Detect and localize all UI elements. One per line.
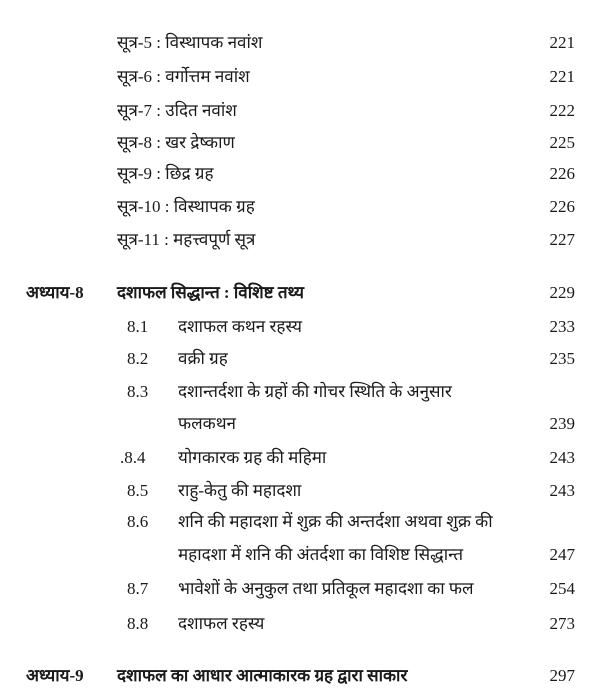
- section-number: 8.1: [127, 317, 149, 336]
- toc-entry: [0, 379, 600, 405]
- entry-title: दशाफल रहस्य: [178, 614, 265, 633]
- entry-title: शनि की महादशा में शुक्र की अन्तर्दशा अथवा शुक्र की: [178, 512, 493, 531]
- section-number: 8.7: [127, 579, 149, 598]
- toc-entry: [0, 314, 600, 340]
- toc-entry: [0, 346, 600, 372]
- toc-entry: [0, 161, 600, 187]
- page-number: 233: [549, 317, 575, 336]
- entry-title: राहु-केतु की महादशा: [178, 481, 302, 500]
- page-number: 222: [549, 101, 575, 120]
- page-number: 226: [549, 197, 575, 216]
- page-number: 273: [549, 614, 575, 633]
- chapter-heading: [0, 280, 600, 306]
- entry-title: दशाफल कथन रहस्य: [178, 317, 302, 336]
- toc-entry: [0, 130, 600, 156]
- entry-title: वक्री ग्रह: [178, 349, 228, 368]
- entry-title-continued: फलकथन: [178, 414, 236, 433]
- chapter-title: दशाफल सिद्धान्त : विशिष्ट तथ्य: [117, 283, 304, 302]
- toc-entry: [0, 576, 600, 602]
- page-number: 243: [549, 448, 575, 467]
- entry-title: भावेशों के अनुकुल तथा प्रतिकूल महादशा का फल: [178, 579, 474, 598]
- chapter-title: दशाफल का आधार आत्माकारक ग्रह द्वारा साकार: [117, 666, 408, 685]
- toc-entry-continued: [0, 411, 600, 437]
- entry-title: सूत्र-6 : वर्गोत्तम नवांश: [117, 67, 250, 86]
- page-number: 247: [549, 545, 575, 564]
- page-number: 227: [549, 230, 575, 249]
- page-number: 243: [549, 481, 575, 500]
- page-number: 239: [549, 414, 575, 433]
- chapter-label: अध्याय-8: [26, 283, 84, 302]
- toc-entry-continued: [0, 542, 600, 568]
- toc-entry: [0, 227, 600, 253]
- toc-entry: [0, 98, 600, 124]
- entry-title: सूत्र-10 : विस्थापक ग्रह: [117, 197, 255, 216]
- section-number: .8.4: [120, 448, 146, 467]
- toc-entry: [0, 611, 600, 637]
- page-number: 226: [549, 164, 575, 183]
- chapter-label: अध्याय-9: [26, 666, 84, 685]
- section-number: 8.2: [127, 349, 149, 368]
- page-number: 297: [549, 666, 575, 685]
- entry-title: सूत्र-7 : उदित नवांश: [117, 101, 237, 120]
- toc-entry: [0, 64, 600, 90]
- toc-entry: [0, 30, 600, 56]
- toc-entry: [0, 478, 600, 504]
- toc-entry: [0, 194, 600, 220]
- toc-entry: [0, 445, 600, 471]
- chapter-heading: [0, 663, 600, 689]
- entry-title: सूत्र-5 : विस्थापक नवांश: [117, 33, 263, 52]
- page-number: 221: [549, 67, 575, 86]
- section-number: 8.8: [127, 614, 149, 633]
- section-number: 8.6: [127, 512, 149, 531]
- entry-title: सूत्र-11 : महत्त्वपूर्ण सूत्र: [117, 230, 256, 249]
- page-number: 221: [549, 33, 575, 52]
- entry-title: सूत्र-8 : खर द्रेष्काण: [117, 133, 235, 152]
- entry-title-continued: महादशा में शनि की अंतर्दशा का विशिष्ट सिद्धान्त: [178, 545, 464, 564]
- entry-title: योगकारक ग्रह की महिमा: [178, 448, 327, 467]
- toc-entry: [0, 509, 600, 535]
- section-number: 8.5: [127, 481, 149, 500]
- page-number: 225: [549, 133, 575, 152]
- page-number: 235: [549, 349, 575, 368]
- entry-title: सूत्र-9 : छिद्र ग्रह: [117, 164, 214, 183]
- entry-title: दशान्तर्दशा के ग्रहों की गोचर स्थिति के अनुसार: [178, 382, 452, 401]
- page-number: 254: [549, 579, 575, 598]
- page-number: 229: [549, 283, 575, 302]
- section-number: 8.3: [127, 382, 149, 401]
